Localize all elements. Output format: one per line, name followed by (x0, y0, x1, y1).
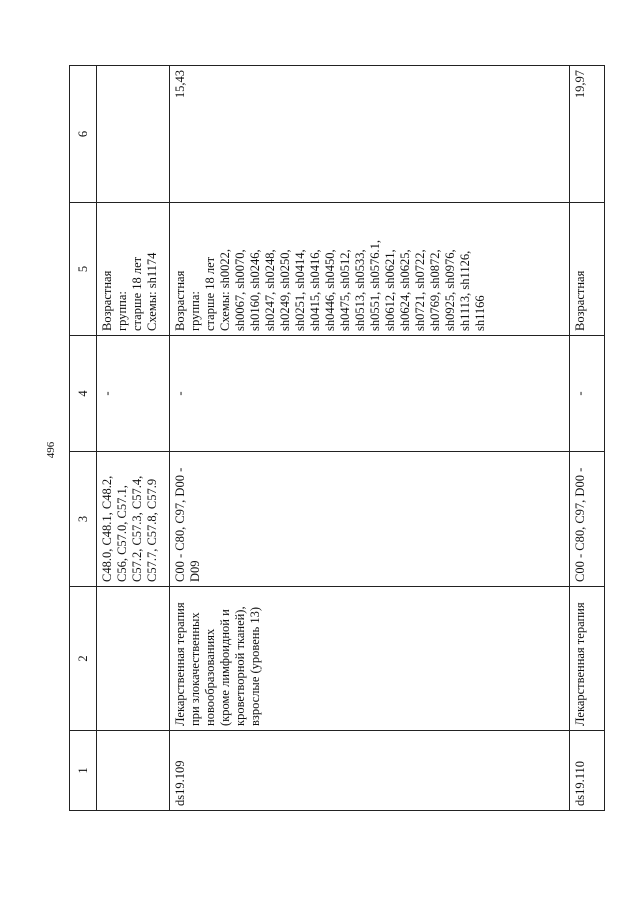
tariff-table (69, 65, 605, 811)
header-col-5: 5 (70, 203, 97, 336)
table-row (570, 66, 605, 811)
row-coefficient: 19,97 (570, 66, 605, 203)
row-col4: - (97, 336, 170, 452)
row-icd-codes: C00 - C80, C97, D00 - (570, 452, 605, 587)
row-icd-codes: C48.0, C48.1, C48.2, C56, C57.0, C57.1, C57.2, C57.3, C57.4, C57.7, C57.8, C57.9 (97, 452, 170, 587)
row-code (97, 731, 170, 811)
header-col-6: 6 (70, 66, 97, 203)
table-rotated-container (69, 66, 603, 811)
row-criteria: Возрастная группа: старше 18 лет Схемы: sh1174 (97, 203, 170, 336)
row-name: Лекарственная терапия (570, 587, 605, 731)
header-col-4: 4 (70, 336, 97, 452)
page-number: 496 (45, 441, 57, 459)
row-name: Лекарственная терапия при злокачественных новообразованиях (кроме лимфоидной и кроветворной тканей), взрослые (уровень 13) (170, 587, 570, 731)
table-row (97, 66, 170, 811)
row-coefficient (97, 66, 170, 203)
header-row (70, 66, 97, 811)
table-row (170, 66, 570, 811)
row-col4: - (570, 336, 605, 452)
row-icd-codes: C00 - C80, C97, D00 - D09 (170, 452, 570, 587)
row-col4: - (170, 336, 570, 452)
header-col-2: 2 (70, 587, 97, 731)
header-col-1: 1 (70, 731, 97, 811)
table-rotation (69, 66, 603, 811)
header-col-3: 3 (70, 452, 97, 587)
row-criteria: Возрастная группа: старше 18 лет Схемы: sh0022, sh0067, sh0070, sh0160, sh0246, sh0247, sh0248, sh0249, sh0250, sh0251, sh0414, sh0415, sh0416, sh0446, sh0450, sh0475, sh0512, sh0513, sh0533, sh0551, sh0576.1, sh0612, sh0621, sh0624, sh0625, sh0721, sh0722, sh0769, sh0872, sh0925, sh0976, sh1113, sh1126, sh1166 (170, 203, 570, 336)
row-criteria: Возрастная (570, 203, 605, 336)
row-code: ds19.109 (170, 731, 570, 811)
row-coefficient: 15,43 (170, 66, 570, 203)
row-name (97, 587, 170, 731)
row-code: ds19.110 (570, 731, 605, 811)
